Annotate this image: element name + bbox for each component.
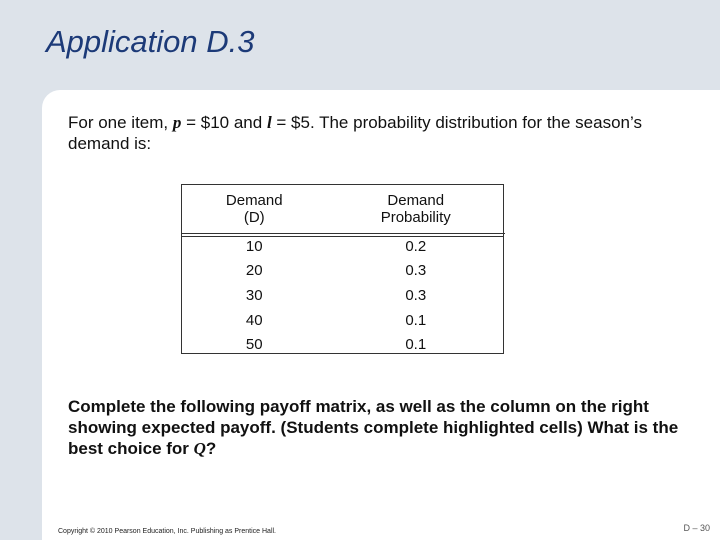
question-part1: Complete the following payoff matrix, as well as the column on the right showing expected payoff. (Students complete highlighted cells) What is the best choice for	[68, 397, 679, 458]
probability-cell: 0.2	[405, 237, 427, 255]
header-probability-line2: Probability	[380, 209, 451, 226]
intro-text	[68, 112, 688, 154]
demand-cell: 50	[245, 336, 263, 354]
copyright-footer: Copyright © 2010 Pearson Education, Inc. Publishing as Prentice Hall.	[58, 528, 277, 535]
l-symbol: l	[266, 113, 272, 132]
header-demand-line2: (D)	[243, 209, 265, 226]
question-part2: ?	[205, 439, 217, 458]
header-probability-line1: Demand	[387, 192, 445, 209]
demand-probability-table	[182, 185, 505, 357]
demand-cell: 40	[245, 311, 263, 329]
p-symbol: p	[172, 113, 182, 132]
table-row	[182, 332, 505, 357]
page-number: D – 30	[683, 523, 710, 533]
probability-cell: 0.3	[405, 262, 427, 280]
table-row	[182, 259, 505, 284]
table-row	[182, 283, 505, 308]
table-row	[182, 234, 505, 259]
header-demand-line1: Demand	[225, 192, 283, 209]
demand-cell: 20	[245, 262, 263, 280]
probability-cell: 0.3	[405, 286, 427, 304]
q-symbol: Q	[193, 439, 206, 458]
intro-part3: = $5. The probability distribution for the season’s demand is:	[68, 113, 642, 153]
table-row	[182, 308, 505, 333]
probability-cell: 0.1	[405, 336, 427, 354]
probability-cell: 0.1	[405, 311, 427, 329]
demand-cell: 10	[245, 237, 263, 255]
intro-part1: For one item,	[68, 113, 173, 132]
slide-title: Application D.3	[46, 24, 255, 59]
demand-cell: 30	[245, 286, 263, 304]
question-text	[68, 396, 688, 459]
intro-part2: = $10 and	[181, 113, 267, 132]
